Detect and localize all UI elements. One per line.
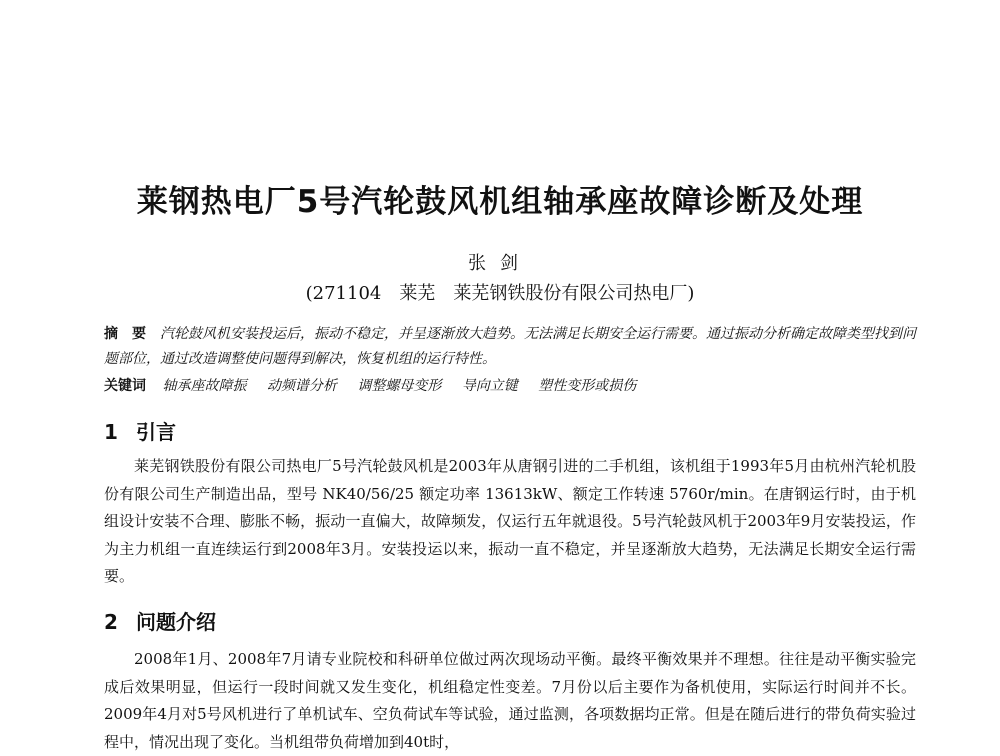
section-heading-problem: [104, 606, 216, 635]
section-number: 1: [104, 420, 118, 444]
abstract-text: 汽轮鼓风机安装投运后，振动不稳定，并呈逐渐放大趋势。无法满足长期安全运行需要。通过振动分析确定故障类型找到问题部位，通过改造调整使问题得到解决，恢复机组的运行特性。: [104, 326, 916, 367]
paper-title: 莱钢热电厂5号汽轮鼓风机组轴承座故障诊断及处理: [136, 184, 864, 220]
author-affiliation: (271104 莱芜 莱芜钢铁股份有限公司热电厂): [305, 283, 695, 304]
section-paragraph-problem: 2008年1月、2008年7月请专业院校和科研单位做过两次现场动平衡。最终平衡效果并不理想。往往是动平衡实验完成后效果明显，但运行一段时间就又发生变化，机组稳定性变差。7月份以后主要作为备机使用，实际运行时间并不长。2009年4月对5号风机进行了单机试车、空负荷试车等试验，通过监测，各项数据均正常。但是在随后进行的带负荷实验过程中，情况出现了变化。当机组带负荷增加到40t时，: [104, 650, 916, 751]
keyword: 塑性变形或损伤: [538, 378, 637, 394]
section-title: 问题介绍: [136, 610, 216, 634]
keyword: 轴承座故障振: [162, 378, 247, 394]
keyword: 导向立键: [461, 378, 518, 394]
keywords-label: 关键词: [104, 378, 146, 394]
keyword: 动频谱分析: [266, 378, 337, 394]
section-number: 2: [104, 610, 118, 634]
keywords: [104, 374, 916, 399]
keyword: 调整螺母变形: [357, 378, 442, 394]
author-name: 张剑: [468, 253, 532, 274]
section-title: 引言: [136, 420, 176, 444]
abstract: [104, 322, 916, 372]
section-heading-introduction: [104, 416, 176, 445]
section-paragraph-introduction: 莱芜钢铁股份有限公司热电厂5号汽轮鼓风机是2003年从唐钢引进的二手机组，该机组于1993年5月由杭州汽轮机股份有限公司生产制造出品，型号 NK40/56/25 额定功率 13613kW、额定工作转速 5760r/min。在唐钢运行时，由于机组设计安装不合理、膨胀不畅，振动一直偏大，故障频发，仅运行五年就退役。5号汽轮鼓风机于2003年9月安装投运，作为主力机组一直连续运行到2008年3月。安装投运以来，振动一直不稳定，并呈逐渐放大趋势，无法满足长期安全运行需要。: [104, 457, 916, 585]
abstract-label: 摘 要: [104, 326, 146, 342]
